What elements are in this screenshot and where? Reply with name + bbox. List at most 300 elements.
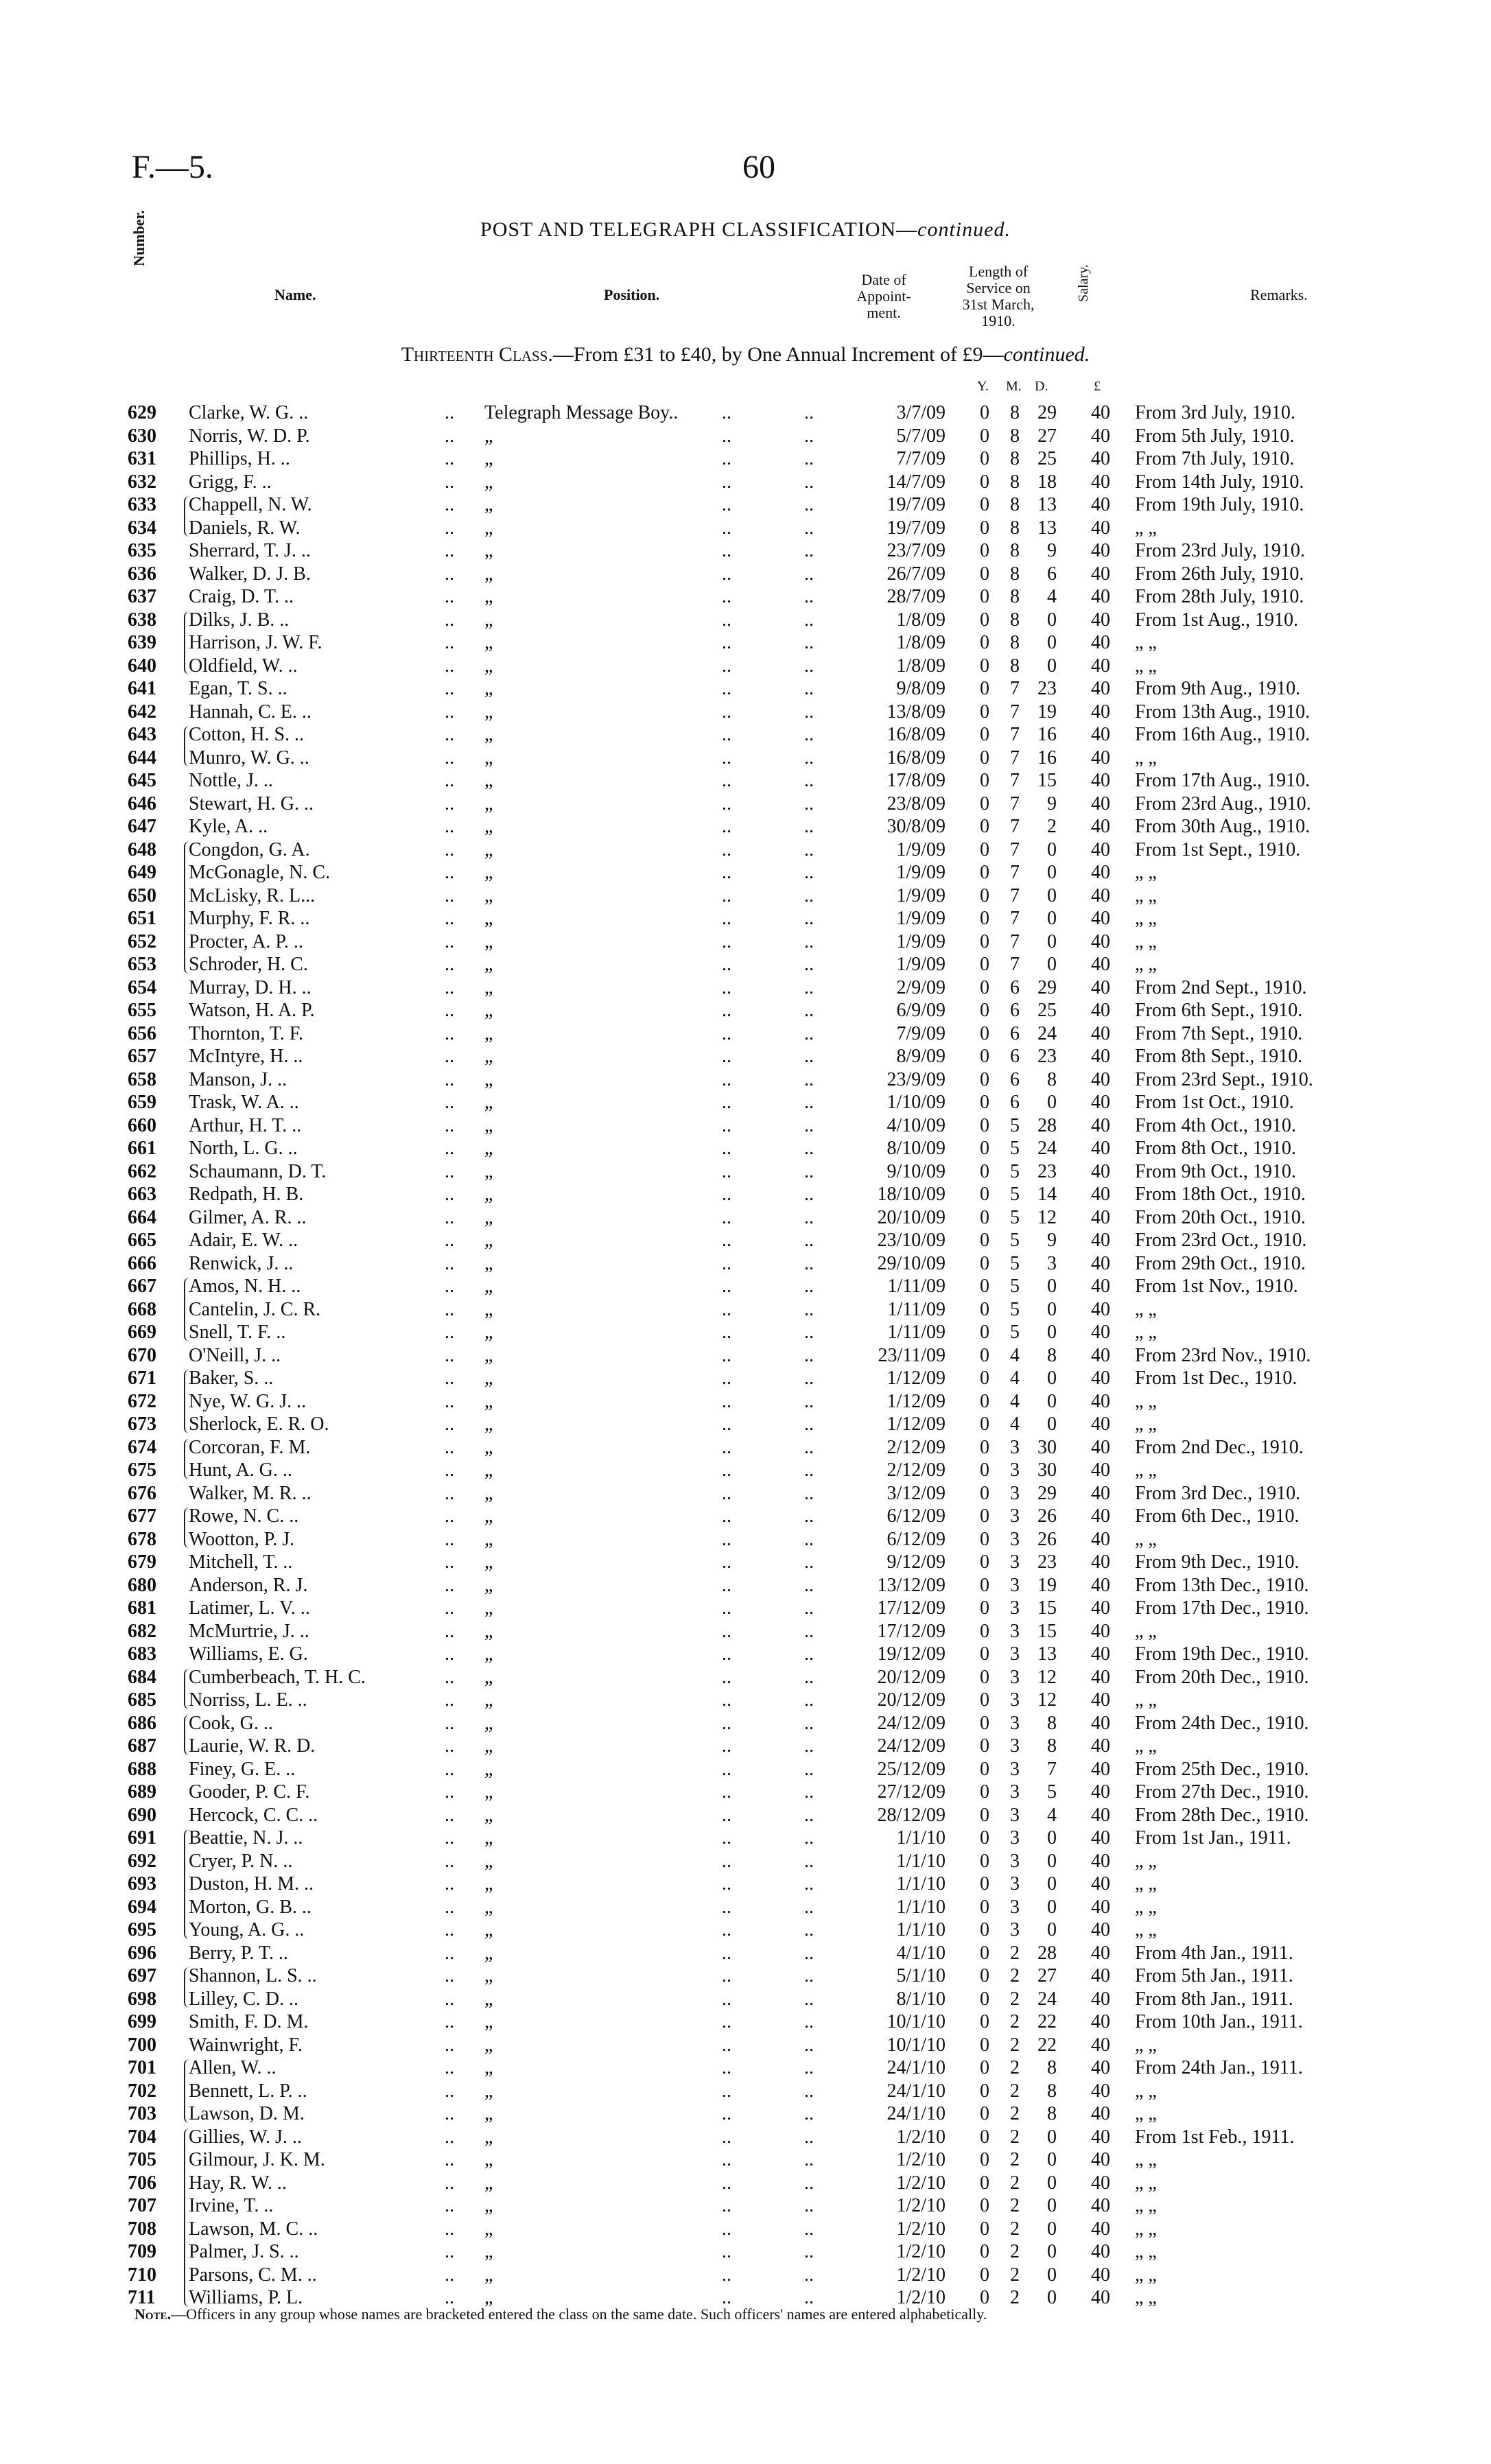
row-years: 0 — [980, 1712, 989, 1734]
leader-dots: .. — [722, 793, 731, 814]
unit-days: D. — [1035, 379, 1048, 394]
row-days: 0 — [1047, 2195, 1057, 2216]
column-header-salary: Salary. — [1076, 264, 1091, 302]
leader-dots: .. — [445, 1252, 454, 1274]
leader-dots: .. — [722, 1022, 731, 1044]
row-salary: 40 — [1091, 540, 1110, 561]
row-remarks: From 20th Dec., 1910. — [1135, 1666, 1309, 1688]
row-remarks: From 28th Dec., 1910. — [1135, 1804, 1309, 1826]
table-row — [0, 2080, 1491, 2103]
row-number: 686 — [128, 1712, 156, 1734]
leader-dots: .. — [722, 632, 731, 653]
row-date: 18/10/09 — [877, 1184, 946, 1205]
row-months: 3 — [1010, 1643, 1020, 1665]
row-remarks: „ „ — [1135, 517, 1157, 539]
row-date: 1/11/09 — [887, 1322, 946, 1343]
leader-dots: .. — [722, 678, 731, 699]
leader-dots: .. — [804, 494, 814, 515]
row-days: 0 — [1047, 1896, 1057, 1918]
leader-dots: .. — [445, 1230, 454, 1251]
row-position: „ — [484, 1873, 493, 1894]
leader-dots: .. — [445, 1597, 454, 1619]
row-months: 3 — [1010, 1597, 1020, 1619]
row-date: 9/8/09 — [896, 678, 946, 699]
leader-dots: .. — [445, 1758, 454, 1780]
table-row — [0, 1735, 1491, 1758]
row-name: Murphy, F. R. .. — [189, 908, 310, 929]
leader-dots: .. — [804, 1252, 814, 1274]
row-salary: 40 — [1091, 1620, 1110, 1642]
row-date: 29/10/09 — [877, 1252, 946, 1274]
row-years: 0 — [980, 1873, 989, 1894]
table-row — [0, 2240, 1491, 2264]
row-name: Mitchell, T. .. — [189, 1551, 293, 1573]
row-months: 3 — [1010, 1827, 1020, 1849]
row-remarks: From 25th Dec., 1910. — [1135, 1758, 1309, 1780]
group-bracket — [184, 1370, 192, 1433]
row-remarks: From 1st Nov., 1910. — [1135, 1276, 1298, 1297]
table-row — [0, 539, 1491, 563]
leader-dots: .. — [722, 1368, 731, 1389]
leader-dots: .. — [722, 1689, 731, 1711]
row-position: „ — [484, 1482, 493, 1504]
table-row — [0, 1344, 1491, 1368]
row-number: 639 — [128, 632, 156, 653]
leader-dots: .. — [722, 976, 731, 998]
row-months: 8 — [1010, 632, 1020, 653]
leader-dots: .. — [445, 1459, 454, 1481]
row-salary: 40 — [1091, 1643, 1110, 1665]
row-remarks: From 2nd Sept., 1910. — [1135, 976, 1307, 998]
leader-dots: .. — [722, 1574, 731, 1596]
row-name: Gooder, P. C. F. — [189, 1781, 310, 1803]
class-heading — [0, 343, 1491, 366]
table-row — [0, 1367, 1491, 1390]
row-remarks: From 23rd Nov., 1910. — [1135, 1344, 1311, 1366]
row-date: 26/7/09 — [887, 563, 946, 585]
row-years: 0 — [980, 1643, 989, 1665]
table-row — [0, 1551, 1491, 1574]
leader-dots: .. — [445, 838, 454, 860]
row-years: 0 — [980, 1252, 989, 1274]
row-remarks: From 1st Dec., 1910. — [1135, 1368, 1298, 1389]
row-months: 7 — [1010, 724, 1020, 745]
row-months: 6 — [1010, 1000, 1020, 1021]
row-date: 6/12/09 — [887, 1505, 946, 1527]
row-name: Gillies, W. J. .. — [189, 2126, 302, 2148]
row-days: 0 — [1047, 908, 1057, 929]
row-date: 24/1/10 — [887, 2080, 946, 2102]
leader-dots: .. — [804, 816, 814, 837]
row-remarks: From 1st Feb., 1911. — [1135, 2126, 1295, 2148]
leader-dots: .. — [445, 1276, 454, 1297]
group-bracket — [184, 841, 192, 974]
row-months: 5 — [1010, 1298, 1020, 1320]
row-date: 1/8/09 — [896, 632, 946, 653]
row-years: 0 — [980, 494, 989, 515]
row-date: 1/1/10 — [896, 1919, 946, 1940]
leader-dots: .. — [722, 1919, 731, 1940]
leader-dots: .. — [722, 1988, 731, 2010]
leader-dots: .. — [804, 724, 814, 745]
row-days: 28 — [1037, 1942, 1057, 1964]
row-remarks: From 3rd July, 1910. — [1135, 402, 1295, 423]
row-number: 660 — [128, 1114, 156, 1136]
class-name: Thirteenth Class. — [401, 343, 553, 366]
row-position: „ — [484, 2057, 493, 2078]
table-row — [0, 793, 1491, 816]
row-date: 19/12/09 — [877, 1643, 946, 1665]
row-days: 0 — [1047, 930, 1057, 952]
row-position: „ — [484, 1620, 493, 1642]
leader-dots: .. — [804, 1114, 814, 1136]
leader-dots: .. — [445, 1666, 454, 1688]
table-row — [0, 2034, 1491, 2057]
leader-dots: .. — [804, 471, 814, 493]
leader-dots: .. — [804, 2126, 814, 2148]
row-salary: 40 — [1091, 770, 1110, 791]
leader-dots: .. — [722, 1046, 731, 1067]
row-years: 0 — [980, 908, 989, 929]
leader-dots: .. — [804, 609, 814, 631]
leader-dots: .. — [804, 1735, 814, 1757]
row-name: Adair, E. W. .. — [189, 1230, 298, 1251]
row-years: 0 — [980, 1597, 989, 1619]
leader-dots: .. — [804, 2241, 814, 2262]
row-months: 3 — [1010, 1689, 1020, 1711]
row-remarks: „ „ — [1135, 1528, 1157, 1550]
table-row — [0, 1229, 1491, 1252]
row-number: 693 — [128, 1873, 156, 1894]
table-row — [0, 1873, 1491, 1896]
row-position: „ — [484, 1206, 493, 1228]
table-row — [0, 493, 1491, 517]
row-months: 3 — [1010, 1919, 1020, 1940]
row-days: 30 — [1037, 1459, 1057, 1481]
row-salary: 40 — [1091, 2126, 1110, 2148]
row-number: 679 — [128, 1551, 156, 1573]
note-text: —Officers in any group whose names are bracketed entered the class on the same date. Such officers' names are entered alphabetically. — [171, 2305, 987, 2323]
row-years: 0 — [980, 701, 989, 723]
leader-dots: .. — [722, 2126, 731, 2148]
leader-dots: .. — [722, 838, 731, 860]
row-date: 28/7/09 — [887, 586, 946, 607]
table-row — [0, 1574, 1491, 1597]
row-salary: 40 — [1091, 838, 1110, 860]
row-months: 2 — [1010, 2195, 1020, 2216]
row-days: 8 — [1047, 1735, 1057, 1757]
row-days: 14 — [1037, 1184, 1057, 1205]
leader-dots: .. — [804, 586, 814, 607]
row-name: Norriss, L. E. .. — [189, 1689, 307, 1711]
leader-dots: .. — [804, 1689, 814, 1711]
row-number: 654 — [128, 976, 156, 998]
row-days: 25 — [1037, 448, 1057, 469]
row-days: 15 — [1037, 1620, 1057, 1642]
row-remarks: From 17th Aug., 1910. — [1135, 770, 1311, 791]
row-position: „ — [484, 563, 493, 585]
row-days: 0 — [1047, 2264, 1057, 2286]
row-position: „ — [484, 701, 493, 723]
row-name: Finey, G. E. .. — [189, 1758, 296, 1780]
row-days: 24 — [1037, 1022, 1057, 1044]
row-date: 1/1/10 — [896, 1827, 946, 1849]
row-months: 6 — [1010, 1046, 1020, 1067]
row-position: „ — [484, 908, 493, 929]
row-years: 0 — [980, 1942, 989, 1964]
leader-dots: .. — [804, 1413, 814, 1435]
group-bracket — [184, 1829, 192, 1939]
row-remarks: From 9th Dec., 1910. — [1135, 1551, 1300, 1573]
row-days: 0 — [1047, 655, 1057, 677]
row-months: 8 — [1010, 609, 1020, 631]
leader-dots: .. — [722, 1873, 731, 1894]
row-years: 0 — [980, 2126, 989, 2148]
footnote — [134, 2305, 987, 2323]
leader-dots: .. — [804, 1988, 814, 2010]
table-row — [0, 953, 1491, 976]
row-years: 0 — [980, 2057, 989, 2078]
row-days: 0 — [1047, 1919, 1057, 1940]
row-remarks: „ „ — [1135, 2287, 1157, 2308]
table-row — [0, 861, 1491, 884]
leader-dots: .. — [804, 838, 814, 860]
row-days: 0 — [1047, 632, 1057, 653]
leader-dots: .. — [722, 1322, 731, 1343]
row-remarks: From 2nd Dec., 1910. — [1135, 1436, 1304, 1458]
row-date: 1/1/10 — [896, 1896, 946, 1918]
leader-dots: .. — [804, 1022, 814, 1044]
table-row — [0, 2172, 1491, 2195]
leader-dots: .. — [722, 747, 731, 768]
row-months: 2 — [1010, 2103, 1020, 2124]
row-salary: 40 — [1091, 1827, 1110, 1849]
leader-dots: .. — [445, 908, 454, 929]
row-years: 0 — [980, 1092, 989, 1113]
row-number: 656 — [128, 1022, 156, 1044]
row-salary: 40 — [1091, 954, 1110, 975]
row-number: 644 — [128, 747, 156, 768]
leader-dots: .. — [722, 2218, 731, 2240]
leader-dots: .. — [722, 402, 731, 423]
row-salary: 40 — [1091, 586, 1110, 607]
leader-dots: .. — [804, 1206, 814, 1228]
row-years: 0 — [980, 632, 989, 653]
row-name: Kyle, A. .. — [189, 816, 268, 837]
row-years: 0 — [980, 1574, 989, 1596]
row-position: „ — [484, 1988, 493, 2010]
table-row — [0, 447, 1491, 471]
row-position: „ — [484, 747, 493, 768]
row-number: 707 — [128, 2195, 156, 2216]
row-years: 0 — [980, 1781, 989, 1803]
table-row — [0, 585, 1491, 609]
leader-dots: .. — [804, 1804, 814, 1826]
leader-dots: .. — [804, 540, 814, 561]
row-date: 23/9/09 — [887, 1068, 946, 1090]
row-years: 0 — [980, 1276, 989, 1297]
row-name: Hunt, A. G. .. — [189, 1459, 292, 1481]
row-remarks: From 1st Oct., 1910. — [1135, 1092, 1294, 1113]
row-salary: 40 — [1091, 1850, 1110, 1872]
row-position: „ — [484, 724, 493, 745]
row-remarks: From 26th July, 1910. — [1135, 563, 1304, 585]
table-row — [0, 1413, 1491, 1436]
row-days: 8 — [1047, 2103, 1057, 2124]
row-name: Lawson, M. C. .. — [189, 2218, 318, 2240]
length-head-line: Service on — [966, 279, 1031, 296]
table-row — [0, 747, 1491, 770]
row-days: 0 — [1047, 1322, 1057, 1343]
row-months: 3 — [1010, 1620, 1020, 1642]
row-position: „ — [484, 1666, 493, 1688]
row-date: 1/9/09 — [896, 862, 946, 883]
row-name: Smith, F. D. M. — [189, 2011, 309, 2032]
row-name: Manson, J. .. — [189, 1068, 287, 1090]
table-row — [0, 2218, 1491, 2241]
row-name: Munro, W. G. .. — [189, 747, 309, 768]
row-salary: 40 — [1091, 609, 1110, 631]
row-years: 0 — [980, 655, 989, 677]
row-date: 25/12/09 — [877, 1758, 946, 1780]
row-salary: 40 — [1091, 2149, 1110, 2170]
leader-dots: .. — [722, 1804, 731, 1826]
row-position: „ — [484, 1390, 493, 1412]
table-row — [0, 2102, 1491, 2126]
leader-dots: .. — [445, 1965, 454, 1986]
row-days: 26 — [1037, 1505, 1057, 1527]
leader-dots: .. — [804, 1965, 814, 1986]
table-row — [0, 1528, 1491, 1551]
row-date: 27/12/09 — [877, 1781, 946, 1803]
row-salary: 40 — [1091, 1368, 1110, 1389]
row-date: 5/7/09 — [896, 425, 946, 447]
row-name: Berry, P. T. .. — [189, 1942, 288, 1964]
leader-dots: .. — [804, 1873, 814, 1894]
leader-dots: .. — [804, 930, 814, 952]
row-years: 0 — [980, 2103, 989, 2124]
row-number: 680 — [128, 1574, 156, 1596]
row-name: North, L. G. .. — [189, 1138, 298, 1159]
leader-dots: .. — [722, 586, 731, 607]
row-name: Beattie, N. J. .. — [189, 1827, 303, 1849]
leader-dots: .. — [804, 2080, 814, 2102]
table-row — [0, 1321, 1491, 1344]
row-days: 0 — [1047, 1873, 1057, 1894]
row-days: 12 — [1037, 1206, 1057, 1228]
row-name: Grigg, F. .. — [189, 471, 272, 493]
row-remarks: From 27th Dec., 1910. — [1135, 1781, 1309, 1803]
leader-dots: .. — [722, 884, 731, 906]
leader-dots: .. — [445, 425, 454, 447]
row-number: 711 — [128, 2287, 156, 2308]
row-number: 681 — [128, 1597, 156, 1619]
row-position: „ — [484, 2126, 493, 2148]
row-number: 675 — [128, 1459, 156, 1481]
row-years: 0 — [980, 1505, 989, 1527]
row-years: 0 — [980, 747, 989, 768]
row-remarks: From 30th Aug., 1910. — [1135, 816, 1311, 837]
table-row — [0, 1298, 1491, 1322]
row-years: 0 — [980, 1965, 989, 1986]
row-months: 7 — [1010, 862, 1020, 883]
row-months: 2 — [1010, 2241, 1020, 2262]
row-remarks: From 9th Oct., 1910. — [1135, 1160, 1296, 1182]
leader-dots: .. — [804, 563, 814, 585]
row-remarks: From 6th Sept., 1910. — [1135, 1000, 1303, 1021]
row-position: „ — [484, 1160, 493, 1182]
row-number: 632 — [128, 471, 156, 493]
row-months: 7 — [1010, 884, 1020, 906]
row-salary: 40 — [1091, 2218, 1110, 2240]
row-salary: 40 — [1091, 1988, 1110, 2010]
row-years: 0 — [980, 1344, 989, 1366]
leader-dots: .. — [804, 908, 814, 929]
leader-dots: .. — [722, 1781, 731, 1803]
row-years: 0 — [980, 1413, 989, 1435]
row-salary: 40 — [1091, 1482, 1110, 1504]
row-date: 1/1/10 — [896, 1873, 946, 1894]
leader-dots: .. — [722, 1298, 731, 1320]
row-date: 24/12/09 — [877, 1712, 946, 1734]
row-months: 5 — [1010, 1184, 1020, 1205]
row-salary: 40 — [1091, 701, 1110, 723]
group-bracket — [184, 496, 192, 537]
group-bracket — [184, 2128, 192, 2307]
row-days: 0 — [1047, 1413, 1057, 1435]
row-days: 22 — [1037, 2011, 1057, 2032]
row-years: 0 — [980, 793, 989, 814]
row-days: 0 — [1047, 1276, 1057, 1297]
row-years: 0 — [980, 1620, 989, 1642]
row-months: 3 — [1010, 1873, 1020, 1894]
row-months: 7 — [1010, 816, 1020, 837]
row-years: 0 — [980, 1827, 989, 1849]
leader-dots: .. — [722, 2172, 731, 2194]
leader-dots: .. — [804, 884, 814, 906]
leader-dots: .. — [804, 1298, 814, 1320]
row-months: 5 — [1010, 1276, 1020, 1297]
row-date: 1/2/10 — [896, 2241, 946, 2262]
leader-dots: .. — [804, 425, 814, 447]
row-number: 636 — [128, 563, 156, 585]
length-head-line: 1910. — [981, 312, 1015, 329]
row-date: 20/12/09 — [877, 1666, 946, 1688]
row-years: 0 — [980, 2149, 989, 2170]
row-name: Nye, W. G. J. .. — [189, 1390, 307, 1412]
row-remarks: „ „ — [1135, 2264, 1157, 2286]
leader-dots: .. — [804, 655, 814, 677]
row-days: 3 — [1047, 1252, 1057, 1274]
row-name: Parsons, C. M. .. — [189, 2264, 317, 2286]
row-number: 658 — [128, 1068, 156, 1090]
row-days: 26 — [1037, 1528, 1057, 1550]
row-days: 16 — [1037, 724, 1057, 745]
leader-dots: .. — [804, 2034, 814, 2056]
row-number: 696 — [128, 1942, 156, 1964]
row-position: „ — [484, 1712, 493, 1734]
row-date: 1/2/10 — [896, 2264, 946, 2286]
row-remarks: „ „ — [1135, 1896, 1157, 1918]
row-days: 9 — [1047, 1230, 1057, 1251]
row-date: 1/2/10 — [896, 2126, 946, 2148]
row-name: Baker, S. .. — [189, 1368, 274, 1389]
leader-dots: .. — [722, 1896, 731, 1918]
row-days: 29 — [1037, 976, 1057, 998]
row-remarks: From 13th Aug., 1910. — [1135, 701, 1311, 723]
row-number: 667 — [128, 1276, 156, 1297]
table-row — [0, 2056, 1491, 2080]
